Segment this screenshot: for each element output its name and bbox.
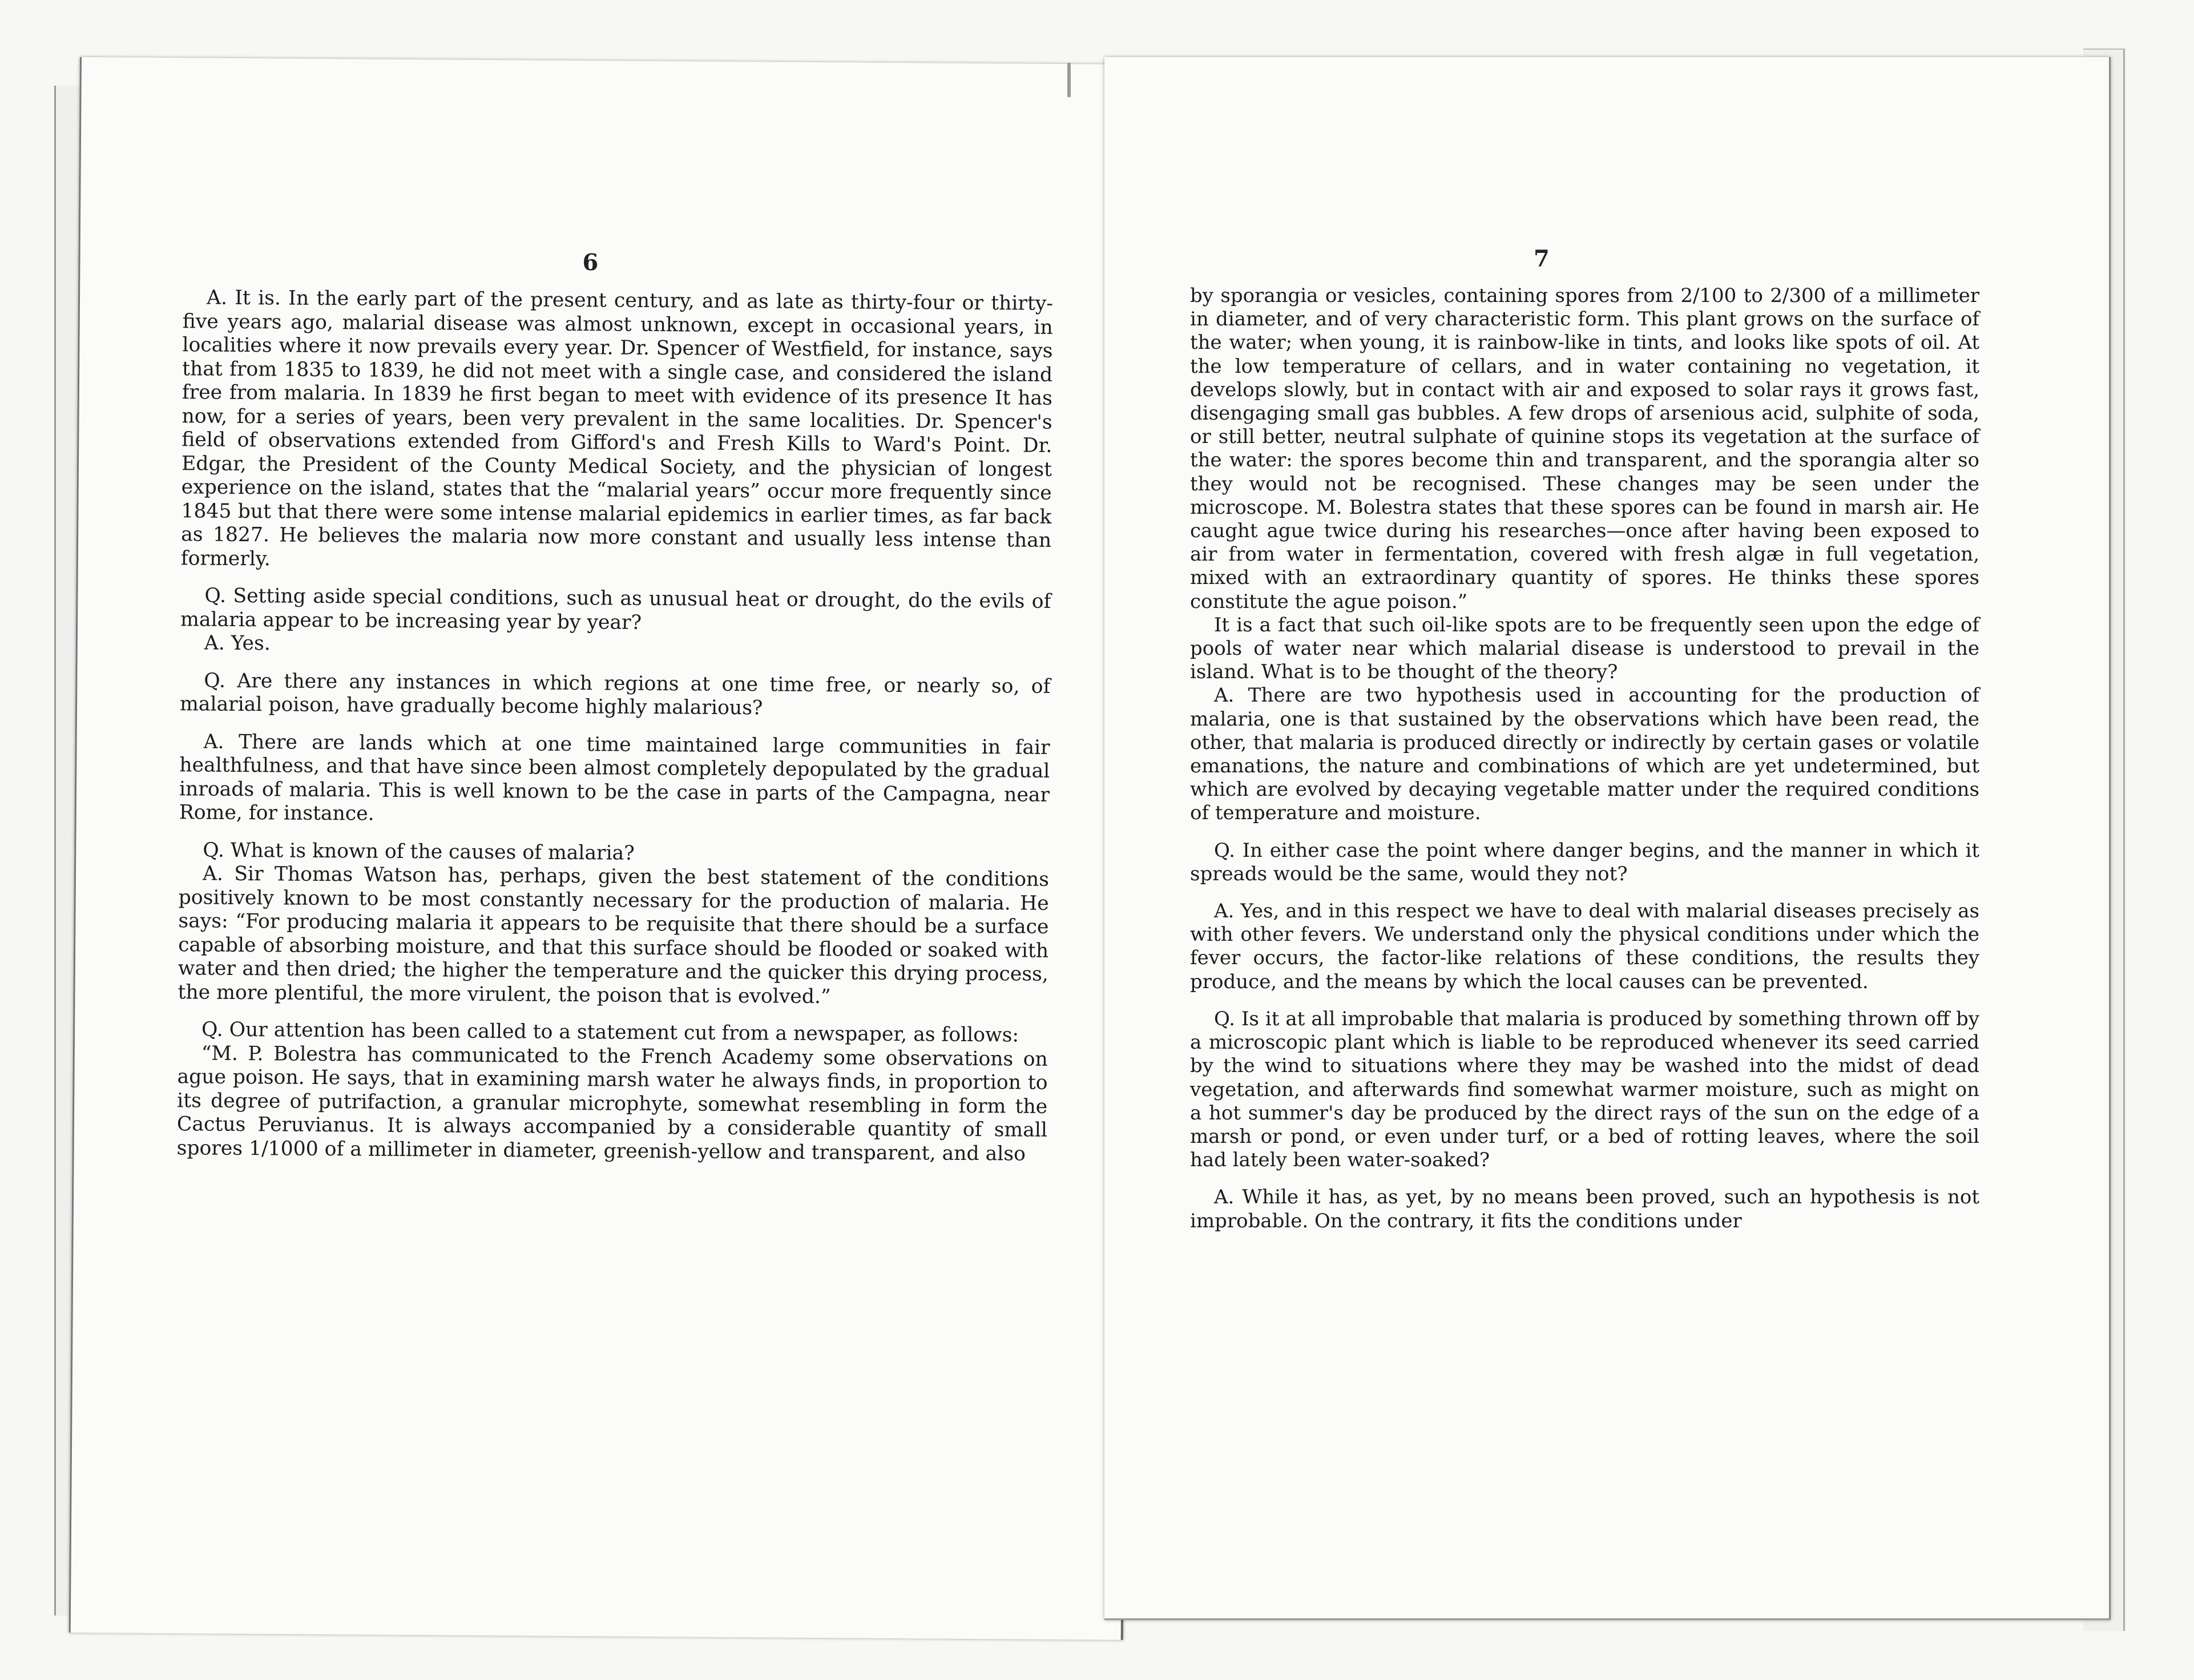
page-number-right: 7 xyxy=(1534,245,1550,272)
paragraph: Q. In either case the point where danger begins, and the manner in which it spreads would be the same, would they not? xyxy=(1190,839,1979,885)
paragraph: A. Sir Thomas Watson has, perhaps, given the best statement of the conditions positively known to be most constantly necessary for the production of malaria. He says: “For producing malaria it appears to be requisite that there should be a surface capable of absorbing moisture, and that this surface should be flooded or soaked with water and then dried; the higher the temperature and the quicker this drying process, the more plentiful, the more virulent, the poison that is evolved.” xyxy=(178,862,1050,1008)
page-number-left: 6 xyxy=(582,249,599,276)
paragraph: A. There are two hypothesis used in accounting for the production of malaria, one is that sustained by the observations which have been read, the other, that malaria is produced directly or indirectly by certain gases or volatile emanations, the nature and combinations of which are yet undetermined, but which are evolved by decaying vegetable matter under the required conditions of temperature and moisture. xyxy=(1190,684,1979,825)
left-page-text xyxy=(177,286,1054,1166)
paragraph: Q. Our attention has been called to a statement cut from a newspaper, as follows: xyxy=(201,1018,1019,1047)
paragraph: “M. P. Bolestra has communicated to the French Academy some observations on ague poison. He says, that in examining marsh water he always finds, in proportion to its degree of putrifaction, a granular microphyte, somewhat resembling in form the Cactus Peruvianus. It is always accompanied by a considerable quantity of small spores 1/1000 of a millimeter in diameter, greenish-yellow and transparent, and also xyxy=(176,1042,1048,1166)
paragraph: by sporangia or vesicles, containing spores from 2/100 to 2/300 of a millimeter in diameter, and of very characteristic form. This plant grows on the surface of the water; when young, it is rainbow-like in tints, and looks like spots of oil. At the low temperature of cellars, and in water containing no vegetation, it develops slowly, but in contact with air and exposed to solar rays it grows fast, disengaging small gas bubbles. A few drops of arsenious acid, sulphite of soda, or still better, neutral sulphate of quinine stops its vegetation at the surface of the water: the spores become thin and transparent, and the sporangia alter so they would not be recognised. These changes may be seen under the microscope. M. Bolestra states that these spores can be found in marsh air. He caught ague twice during his researches—once after having been exposed to air from water in fermentation, covered with fresh algæ in full vegetation, mixed with an extraordinary quantity of spores. He thinks these spores constitute the ague poison.” xyxy=(1190,284,1979,613)
paragraph: Q. Setting aside special conditions, such as unusual heat or drought, do the evils of malaria appear to be increasing year by year? xyxy=(180,584,1051,634)
paragraph: A. Yes. xyxy=(204,631,271,655)
paragraph: Q. Is it at all improbable that malaria is produced by something thrown off by a microscopic plant which is liable to be reproduced whenever its seed carried by the wind to situations where they may be washed into the midst of dead vegetation, and afterwards find somewhat warmer moisture, such as might on a hot summer's day be produced by the direct rays of the sun on the edge of a marsh or pond, or even under turf, or a bed of rotting leaves, where the soil had lately been water-soaked? xyxy=(1190,1007,1979,1172)
paragraph: A. There are lands which at one time maintained large communities in fair healthfulness, and that have since been almost completely depopulated by the gradual inroads of malaria. This is well known to be the case in parts of the Campagna, near Rome, for instance. xyxy=(179,730,1050,825)
paragraph: A. Yes, and in this respect we have to deal with malarial diseases precisely as with other fevers. We understand only the physical conditions under which the fever occurs, the factor-like relations of these conditions, the results they produce, and the means by which the local causes can be prevented. xyxy=(1190,900,1979,993)
paragraph: Q. Are there any instances in which regions at one time free, or nearly so, of malarial poison, have gradually become highly malarious? xyxy=(179,669,1051,720)
paragraph: Q. What is known of the causes of malaria? xyxy=(203,839,635,865)
paragraph: A. While it has, as yet, by no means been proved, such an hypothesis is not improbable. On the contrary, it fits the conditions under xyxy=(1190,1186,1979,1232)
right-page-text xyxy=(1190,284,1979,1233)
right-page xyxy=(1104,57,2111,1620)
paragraph: A. It is. In the early part of the present century, and as late as thirty-four or thirty-five years ago, malarial disease was almost unknown, except in occasional years, in localities where it now prevails every year. Dr. Spencer of Westfield, for instance, says that from 1835 to 1839, he did not meet with a single case, and considered the island free from malaria. In 1839 he first began to meet with evidence of its presence It has now, for a series of years, been very prevalent in the same localities. Dr. Spencer's field of observations extended from Gifford's and Fresh Kills to Ward's Point. Dr. Edgar, the President of the County Medical Society, and the physician of longest experience on the island, states that the “malarial years” occur more frequently since 1845 but that there were some intense malarial epidemics in earlier times, as far back as 1827. He believes the malaria now more constant and usually less intense than formerly. xyxy=(180,286,1054,570)
left-page xyxy=(69,57,1134,1640)
spine-fold xyxy=(1067,63,1071,97)
paragraph: It is a fact that such oil-like spots are to be frequently seen upon the edge of pools of water near which malarial disease is understood to prevail in the island. What is to be thought of the theory? xyxy=(1190,613,1979,684)
